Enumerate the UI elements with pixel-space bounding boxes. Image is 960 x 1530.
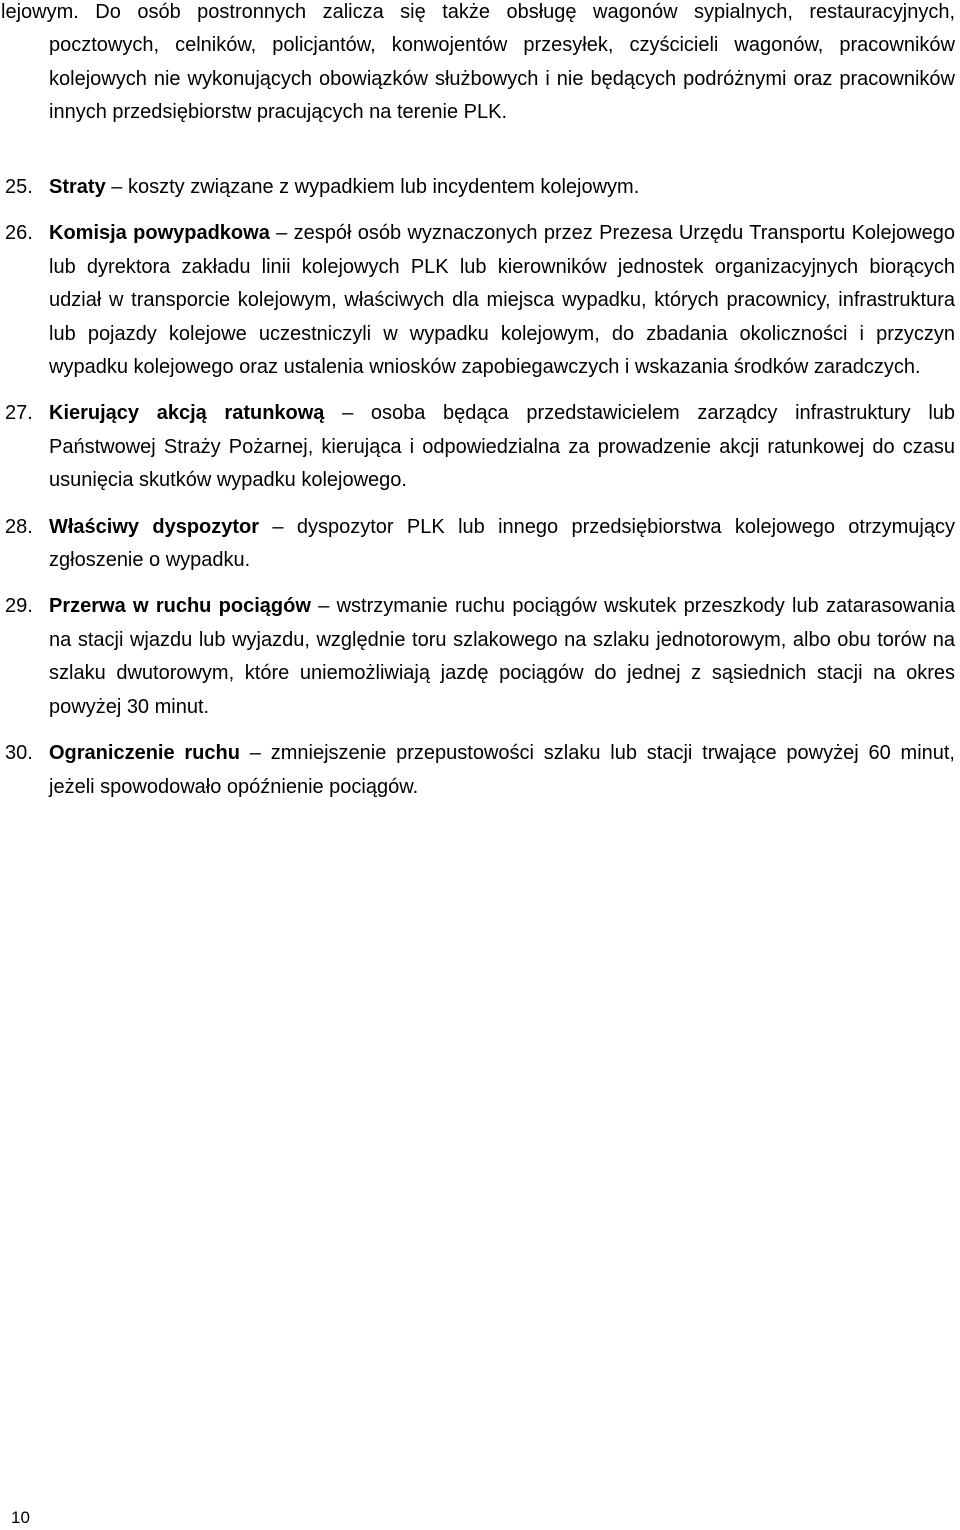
definition-number: 30. xyxy=(5,742,33,765)
definition-dash: – xyxy=(276,222,288,245)
definition-number: 27. xyxy=(5,402,33,425)
continued-text: Do osób postronnych zalicza się także obsługę wagonów sypialnych, restauracyjnych, pocztowych, celników, policjantów, konwojentów przesyłek, czyścicieli wagonów, pracowników kolejowych nie wykonujących obowiązków służbowych i nie będących podróżnymi oraz pracowników innych przedsiębiorstw pracujących na terenie PLK. xyxy=(49,1,956,124)
definition-dash: – xyxy=(272,515,284,538)
definition-term: Komisja powypadkowa xyxy=(49,222,270,245)
definition-dash: – xyxy=(249,742,261,765)
definition-dash: – xyxy=(318,595,330,618)
definition-term: Straty xyxy=(49,176,106,198)
definition-text: wstrzymanie ruchu pociągów wskutek przeszkody lub zatarasowania na stacji wjazdu lub wyjazdu, względnie toru szlakowego na szlaku jednotorowym, albo obu torów na szlaku dwutorowym, które uniemożliwiają jazdę pociągów do jednej z sąsiednich stacji na okres powyżej 30 minut. xyxy=(49,595,955,718)
definition-text: zmniejszenie przepustowości szlaku lub stacji trwające powyżej 60 minut, jeżeli spowodowało opóźnienie pociągów. xyxy=(49,742,955,798)
definition-item-30 xyxy=(0,737,955,804)
definition-item-27 xyxy=(0,397,955,497)
definition-term: Ograniczenie ruchu xyxy=(49,742,240,765)
definition-number: 28. xyxy=(5,515,33,538)
definition-term: Przerwa w ruchu pociągów xyxy=(49,595,311,618)
definition-item-26 xyxy=(0,217,955,384)
definition-item-28 xyxy=(0,511,955,578)
definition-text: zespół osób wyznaczonych przez Prezesa Urzędu Transportu Kolejowego lub dyrektora zakładu linii kolejowych PLK lub kierowników jednostek organizacyjnych biorących udział w transporcie kolejowym, właściwych dla miejsca wypadku, których pracownicy, infrastruktura lub pojazdy kolejowe uczestniczyli w wypadku kolejowym, do zbadania okoliczności i przyczyn wypadku kolejowego oraz ustalenia wniosków zapobiegawczych i wskazania środków zaradczych. xyxy=(49,222,955,379)
page-number: 10 xyxy=(11,1508,30,1527)
definition-dash: – xyxy=(342,402,354,425)
definition-item-25 xyxy=(0,171,955,204)
definition-term: Właściwy dyspozytor xyxy=(49,515,260,538)
continued-word: lejowym. xyxy=(1,1,79,23)
continued-paragraph xyxy=(1,0,956,130)
definition-text: osoba będąca przedstawicielem zarządcy infrastruktury lub Państwowej Straży Pożarnej, kierująca i odpowiedzialna za prowadzenie akcji ratunkowej do czasu usunięcia skutków wypadku kolejowego. xyxy=(49,402,956,492)
definitions-list xyxy=(0,171,960,817)
definition-number: 29. xyxy=(5,595,33,618)
definition-item-29 xyxy=(0,590,955,724)
definition-dash: – xyxy=(111,176,123,198)
definition-number: 25. xyxy=(5,176,33,198)
definition-text: dyspozytor PLK lub innego przedsiębiorstwa kolejowego otrzymujący zgłoszenie o wypadku. xyxy=(49,515,955,572)
definition-text: koszty związane z wypadkiem lub incydentem kolejowym. xyxy=(127,176,640,198)
definition-number: 26. xyxy=(5,222,33,245)
definition-term: Kierujący akcją ratunkową xyxy=(49,402,325,425)
